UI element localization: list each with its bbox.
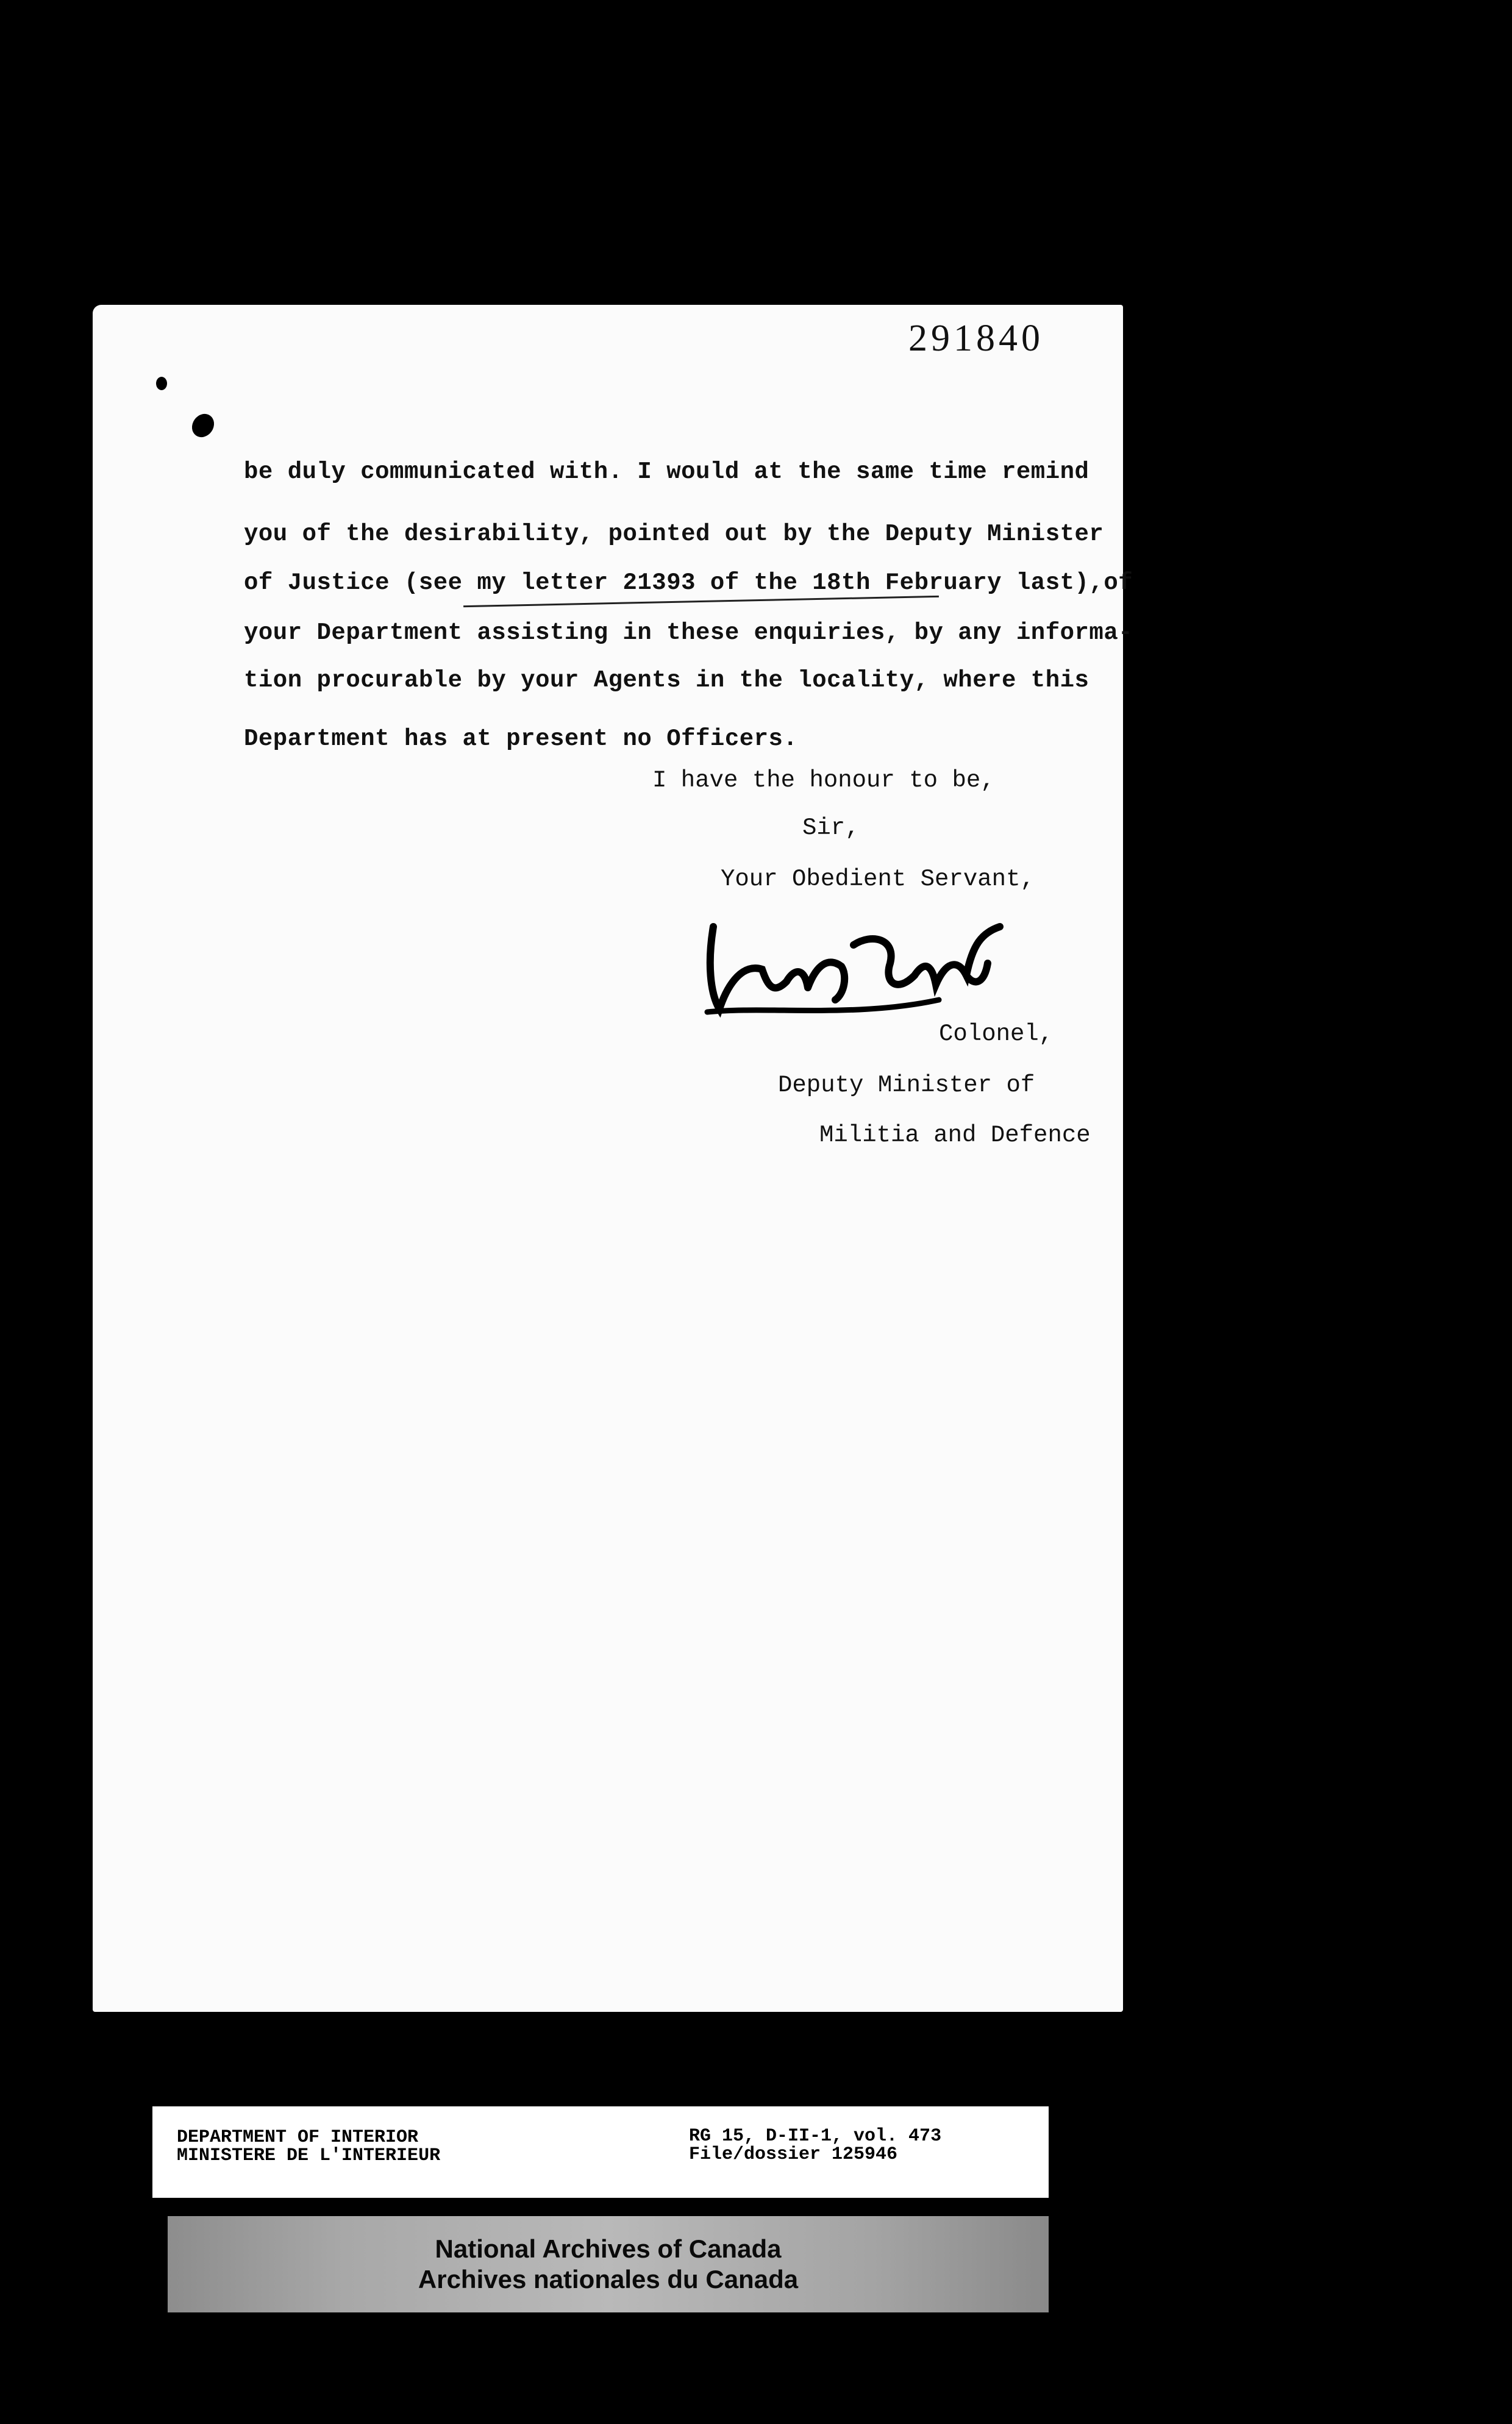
closing-line: I have the honour to be, <box>652 767 995 794</box>
punch-mark <box>156 377 167 390</box>
letter-line: tion procurable by your Agents in the locality, where this <box>244 667 1089 694</box>
department-fr: MINISTERE DE L'INTERIEUR <box>177 2145 441 2166</box>
closing-salutation: Sir, <box>802 815 860 841</box>
department-en: DEPARTMENT OF INTERIOR <box>177 2127 419 2148</box>
letter-line: of Justice (see my letter 21393 of the 18th February last),of <box>244 569 1133 596</box>
archives-banner <box>168 2216 1049 2312</box>
handwritten-signature <box>695 908 1012 1030</box>
closing-servant: Your Obedient Servant, <box>721 866 1035 893</box>
document-page <box>93 305 1123 2012</box>
closing-title: Deputy Minister of <box>778 1072 1035 1099</box>
banner-english: National Archives of Canada <box>435 2234 782 2263</box>
closing-title: Militia and Defence <box>819 1122 1091 1149</box>
archive-label <box>152 2106 1049 2198</box>
closing-rank: Colonel, <box>939 1021 1054 1047</box>
letter-line: Department has at present no Officers. <box>244 725 798 752</box>
letter-line: you of the desirability, pointed out by the Deputy Minister <box>244 521 1104 547</box>
letter-line: be duly communicated with. I would at the same time remind <box>244 458 1089 485</box>
letter-line: your Department assisting in these enquiries, by any informa- <box>244 619 1133 646</box>
archive-file-number: File/dossier 125946 <box>689 2144 898 2165</box>
archive-reference: RG 15, D-II-1, vol. 473 <box>689 2126 942 2147</box>
banner-french: Archives nationales du Canada <box>418 2265 799 2294</box>
document-number: 291840 <box>908 318 1044 359</box>
